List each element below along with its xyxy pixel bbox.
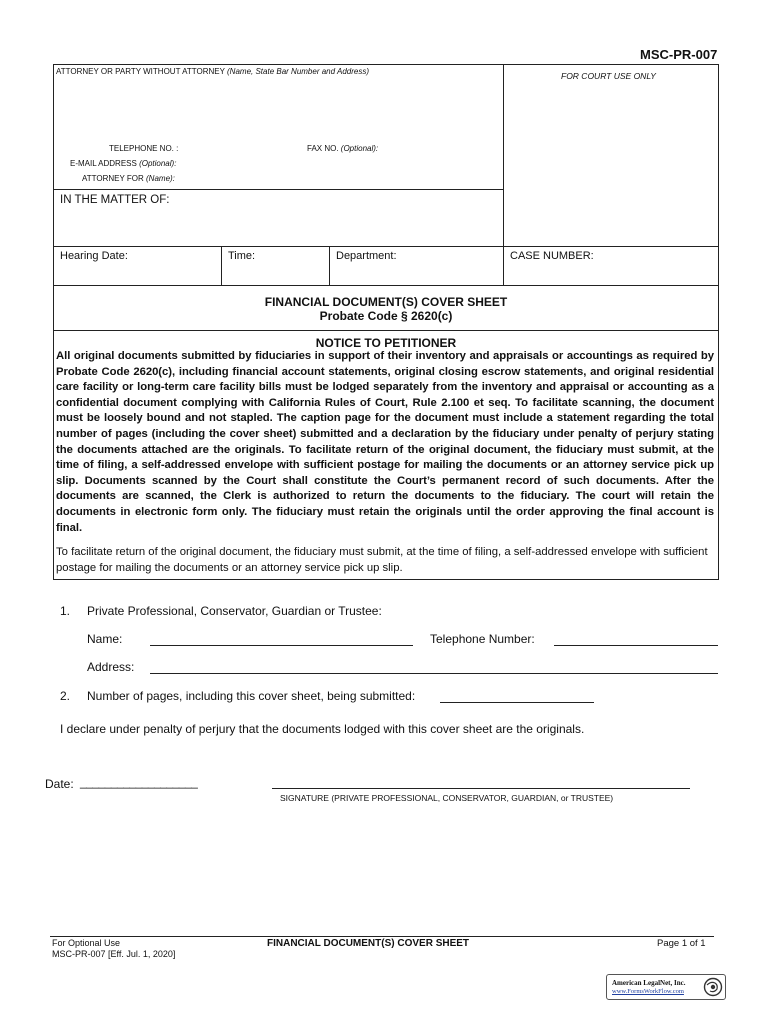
telephone-number-label: Telephone Number: [430,632,535,646]
publisher-url[interactable]: www.FormsWorkFlow.com [612,988,684,995]
email-label: E-MAIL ADDRESS (Optional): [70,159,177,168]
declaration-text: I declare under penalty of perjury that the documents lodged with this cover sheet are the originals. [60,722,585,736]
notice-bold-text: All original documents submitted by fiduciaries in support of their inventory and appraisals or accountings as required by Probate Code 2620(c), including financial account statements, original closing escrow statements, and original residential care facility or long-term care facility bills must be lodged separately from the inventory and appraisal or accounting as a confidential document complying with California Rules of Court, Rule 2.100 et seq. To facilitate scanning, the document must be loosely bound and not stapled. The caption page for the document must include a statement regarding the total number of pages (including the cover sheet) submitted and a declaration by the fiduciary under penalty of perjury stating the documents attached are the originals. To facilitate return of the original document, the fiduciary must submit, at the time of filing, a self-addressed envelope with sufficient postage for mailing the documents or an attorney service pick up slip. Documents scanned by the Court shall constitute the Court’s permanent record of such documents. After the documents are scanned, the Clerk is authorized to return the documents to the fiduciary. The court will retain the documents in electronic form only. The fiduciary must retain the originals until the order approving the final account is final. [56,350,714,534]
hearing-date-label: Hearing Date: [60,250,128,262]
name-label: Name: [87,632,123,646]
publisher-logo [606,974,726,1000]
form-title: FINANCIAL DOCUMENT(S) COVER SHEET [264,295,508,309]
case-number-label: CASE NUMBER: [510,250,594,262]
name-input[interactable] [150,645,413,646]
telephone-number-input[interactable] [554,645,718,646]
fax-label: FAX NO. (Optional): [307,144,379,153]
date-label: Date: [45,777,74,791]
form-id: MSC-PR-007 [640,47,718,62]
address-input[interactable] [150,673,718,674]
notice-plain-text: To facilitate return of the original document, the fiduciary must submit, at the time of filing, a self-addressed envelope with sufficient postage for mailing the documents or an attorney service pick up slip. [56,546,708,574]
item1-number: 1. [60,604,71,618]
matter-label: IN THE MATTER OF: [60,194,170,206]
attorney-label: ATTORNEY OR PARTY WITHOUT ATTORNEY (Name, State Bar Number and Address) [56,67,369,76]
attorney-for-label: ATTORNEY FOR (Name): [82,174,175,183]
address-label: Address: [87,660,135,674]
globe-icon [703,977,723,997]
item1-text: Private Professional, Conservator, Guardian or Trustee: [87,604,382,618]
telephone-label: TELEPHONE NO. : [109,144,179,153]
form-subtitle: Probate Code § 2620(c) [319,309,453,323]
publisher-name: American LegalNet, Inc. [612,979,686,987]
department-label: Department: [336,250,397,262]
time-label: Time: [228,250,256,262]
footer-title: FINANCIAL DOCUMENT(S) COVER SHEET [267,938,470,949]
item2-text: Number of pages, including this cover sheet, being submitted: [87,689,416,703]
page-count-input[interactable] [440,702,594,703]
signature-caption: SIGNATURE (PRIVATE PROFESSIONAL, CONSERVATOR, GUARDIAN, or TRUSTEE) [280,793,614,803]
signature-input[interactable] [272,788,690,789]
date-input[interactable]: ___________________ [80,775,198,789]
court-use-label: FOR COURT USE ONLY [561,71,656,81]
footer-page: Page 1 of 1 [657,938,706,949]
item2-number: 2. [60,689,71,703]
footer-form-eff: MSC-PR-007 [Eff. Jul. 1, 2020] [52,949,176,959]
notice-heading: NOTICE TO PETITIONER [315,336,457,350]
footer-optional-use: For Optional Use [52,938,121,948]
